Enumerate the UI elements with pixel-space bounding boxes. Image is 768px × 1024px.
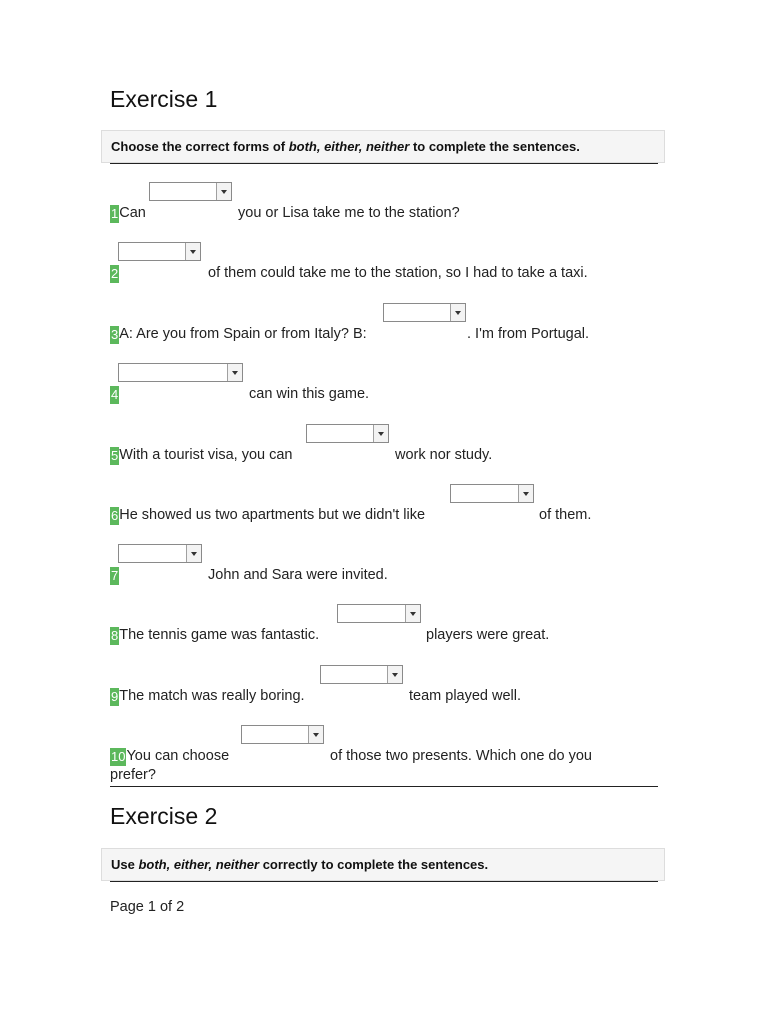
- question-number: 4: [111, 387, 119, 402]
- question-text-after: you or Lisa take me to the station?: [238, 205, 460, 221]
- question-text-after: work nor study.: [395, 447, 493, 463]
- answer-dropdown-5[interactable]: [306, 424, 389, 443]
- question-1: [110, 205, 146, 223]
- exercise-1-title: Exercise 1: [110, 86, 218, 112]
- question-9: [110, 688, 305, 706]
- question-text-after: John and Sara were invited.: [208, 567, 388, 583]
- divider: [110, 881, 658, 882]
- question-text-after: players were great.: [426, 627, 550, 643]
- instruction-emphasis: both, either, neither: [288, 139, 410, 154]
- exercise-1-instructions: [101, 130, 665, 163]
- question-number: 9: [111, 689, 119, 704]
- chevron-down-icon: [450, 304, 465, 321]
- question-7: [110, 567, 119, 585]
- question-text-before: He showed us two apartments but we didn't like: [119, 507, 426, 523]
- exercise-2-title: Exercise 2: [110, 803, 218, 829]
- chevron-down-icon: [387, 666, 402, 683]
- question-number: 2: [111, 266, 119, 281]
- question-number: 3: [111, 327, 119, 342]
- chevron-down-icon: [186, 545, 201, 562]
- chevron-down-icon: [216, 183, 231, 200]
- question-number: 1: [111, 206, 119, 221]
- page-indicator: Page 1 of 2: [110, 899, 185, 915]
- answer-dropdown-3[interactable]: [383, 303, 466, 322]
- exercise-2-instructions: [101, 848, 665, 881]
- question-text-after: of them could take me to the station, so I had to take a taxi.: [208, 265, 588, 281]
- instruction-suffix: correctly to complete the sentences.: [259, 857, 489, 872]
- question-4: [110, 386, 119, 404]
- chevron-down-icon: [227, 364, 242, 381]
- question-8: [110, 627, 319, 645]
- instruction-prefix: Choose the correct forms of: [111, 139, 289, 154]
- question-text-before: The match was really boring.: [119, 688, 305, 704]
- question-number: 10: [111, 749, 126, 764]
- question-number: 6: [111, 508, 119, 523]
- question-2: [110, 265, 119, 283]
- answer-dropdown-2[interactable]: [118, 242, 201, 261]
- question-5: [110, 447, 293, 465]
- question-text-after: of those two presents. Which one do you: [330, 748, 592, 764]
- answer-dropdown-6[interactable]: [450, 484, 534, 503]
- answer-dropdown-8[interactable]: [337, 604, 421, 623]
- answer-dropdown-1[interactable]: [149, 182, 232, 201]
- answer-dropdown-7[interactable]: [118, 544, 202, 563]
- question-text-after: . I'm from Portugal.: [467, 326, 590, 342]
- chevron-down-icon: [373, 425, 388, 442]
- question-text-before: A: Are you from Spain or from Italy? B:: [119, 326, 367, 342]
- question-text-after: can win this game.: [249, 386, 370, 402]
- question-3: [110, 326, 367, 344]
- instruction-prefix: Use: [111, 857, 139, 872]
- instruction-suffix: to complete the sentences.: [409, 139, 580, 154]
- answer-dropdown-4[interactable]: [118, 363, 243, 382]
- question-number: 5: [111, 448, 119, 463]
- question-6: [110, 507, 425, 525]
- answer-dropdown-9[interactable]: [320, 665, 403, 684]
- chevron-down-icon: [185, 243, 200, 260]
- question-text-after: of them.: [539, 507, 592, 523]
- chevron-down-icon: [518, 485, 533, 502]
- question-text-before: The tennis game was fantastic.: [119, 627, 320, 643]
- question-10: [110, 748, 229, 766]
- question-text-before: You can choose: [126, 748, 230, 764]
- chevron-down-icon: [308, 726, 323, 743]
- answer-dropdown-10[interactable]: [241, 725, 324, 744]
- question-text-after: team played well.: [409, 688, 522, 704]
- question-text-continuation: prefer?: [110, 767, 156, 783]
- divider: [110, 786, 658, 787]
- question-number: 7: [111, 568, 119, 583]
- divider: [110, 163, 658, 164]
- question-number: 8: [111, 628, 119, 643]
- instruction-emphasis: both, either, neither: [138, 857, 260, 872]
- question-text-before: Can: [119, 205, 146, 221]
- chevron-down-icon: [405, 605, 420, 622]
- question-text-before: With a tourist visa, you can: [119, 447, 293, 463]
